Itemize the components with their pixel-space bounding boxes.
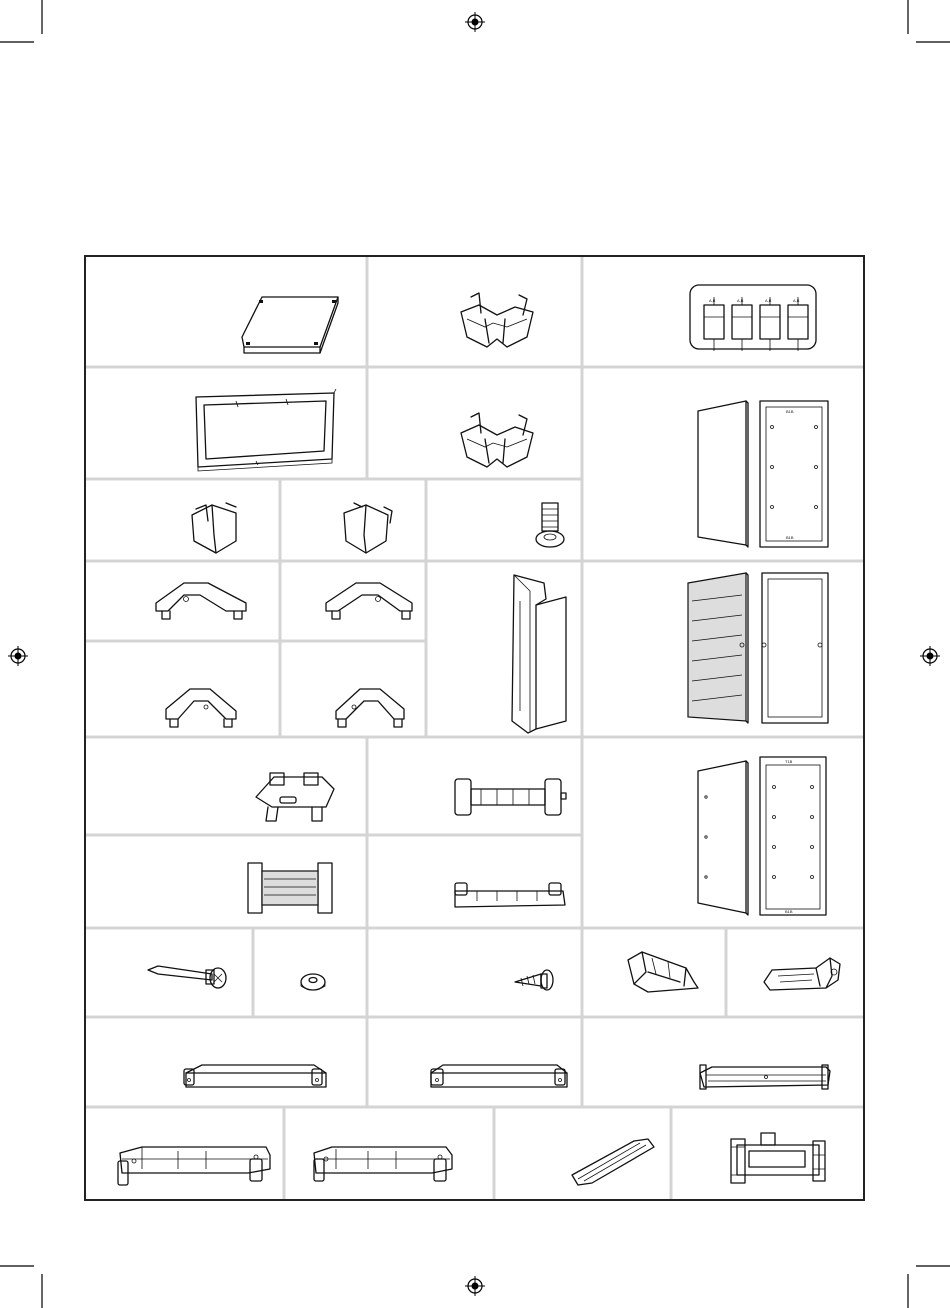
base-rail-icon [284,1107,494,1199]
registration-mark-right [920,646,940,666]
part-base-rail-2 [284,1107,494,1199]
part-leveling-foot [426,479,582,561]
svg-text:B1B: B1B [785,909,793,914]
part-trim-strip [494,1107,671,1199]
part-rail-connector [367,737,582,835]
corner-bracket-icon [86,479,280,561]
rail-connector-icon [367,737,582,835]
part-short-screw [367,928,582,1017]
part-handle-bar-1 [86,1017,367,1107]
trim-strip-icon [494,1107,671,1199]
part-side-panel-b [582,561,863,737]
rail-icon [367,835,582,928]
hinge-plate-icon [671,1107,863,1199]
crop-mark-bottom-right [890,1248,950,1308]
corner-cap-icon [280,561,426,641]
latch-icon [726,928,863,1017]
svg-text:A,B: A,B [737,298,744,303]
part-base-plate [86,257,367,367]
registration-mark-left [8,646,28,666]
svg-text:T1B: T1B [785,759,793,764]
part-side-panel-a [582,367,863,561]
part-corner-bracket-right [280,479,426,561]
screw-icon [86,928,253,1017]
svg-text:A,B: A,B [709,298,716,303]
part-corner-cap-2 [280,561,426,641]
part-long-screw [86,928,253,1017]
base-rail-icon [86,1107,284,1199]
panel-icon [582,561,863,737]
part-side-panel-c [582,737,863,928]
part-corner-post [426,561,582,737]
registration-mark-bottom [465,1276,485,1296]
parts-sheet [84,255,865,1201]
part-corner-bracket-left [86,479,280,561]
part-bracket-rear [367,367,582,479]
panel-icon [582,367,863,561]
base-plate-icon [86,257,367,367]
part-tray-4-slot [582,257,863,367]
bracket-icon [367,257,582,367]
corner-post-icon [426,561,582,737]
part-hinge-plate [671,1107,863,1199]
handle-bar-icon [86,1017,367,1107]
part-hinge-clip [582,928,726,1017]
bracket-icon [367,367,582,479]
leveling-foot-icon [426,479,582,561]
svg-text:B1B: B1B [786,409,794,414]
part-bracket-front [367,257,582,367]
crop-mark-bottom-left [0,1248,60,1308]
corner-bracket-icon [280,479,426,561]
panel-icon [582,737,863,928]
part-short-rail [367,835,582,928]
crop-mark-top-left [0,0,60,60]
part-long-rail [582,1017,863,1107]
corner-cap-icon [280,641,426,737]
corner-cap-icon [86,561,280,641]
wood-connector-icon [86,835,367,928]
part-frame [86,367,367,479]
washer-icon [253,928,367,1017]
part-washer [253,928,367,1017]
part-wood-connector [86,835,367,928]
part-corner-cap-1 [86,561,280,641]
rail-icon [582,1017,863,1107]
part-handle-bar-2 [367,1017,582,1107]
registration-mark-top [465,12,485,32]
part-clip-mount [86,737,367,835]
crop-mark-top-right [890,0,950,60]
part-base-rail-1 [86,1107,284,1199]
frame-icon [86,367,367,479]
corner-cap-icon [86,641,280,737]
svg-text:A,B: A,B [765,298,772,303]
hinge-clip-icon [582,928,726,1017]
part-corner-cap-4 [280,641,426,737]
handle-bar-icon [367,1017,582,1107]
tray-icon [582,257,863,367]
svg-text:B1B: B1B [786,535,794,540]
svg-text:A,B: A,B [793,298,800,303]
clip-icon [86,737,367,835]
screw-icon [367,928,582,1017]
part-latch [726,928,863,1017]
part-corner-cap-3 [86,641,280,737]
